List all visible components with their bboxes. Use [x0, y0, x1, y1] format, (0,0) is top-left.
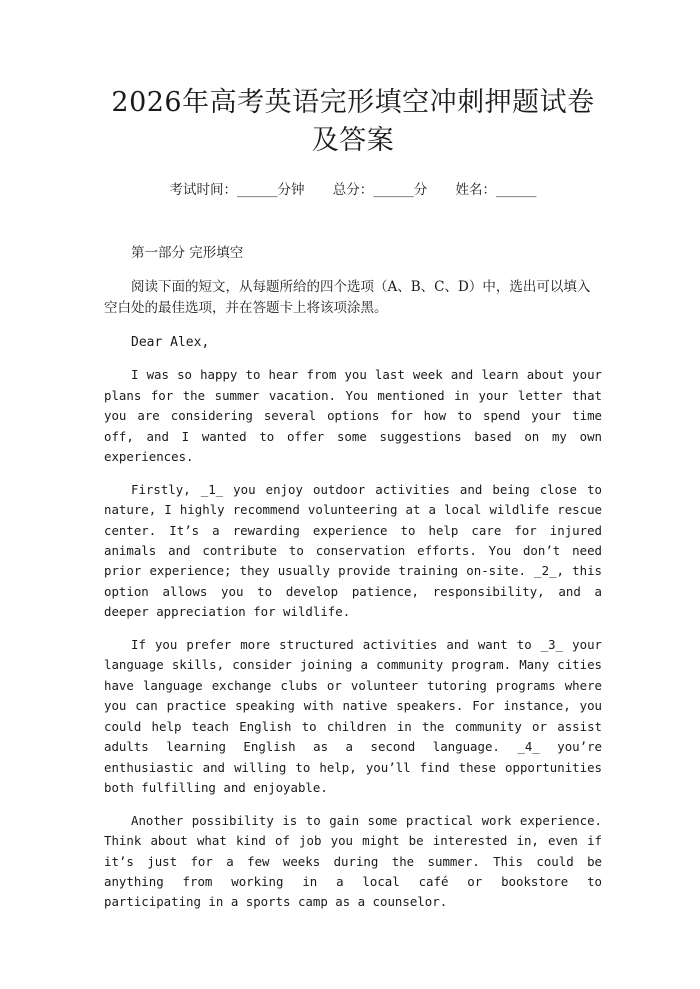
total-score-field: 总分：______分: [332, 182, 428, 198]
exam-page: [0, 84, 700, 989]
letter-paragraph-4: Another possibility is to gain some practical work experience. Think about what kind of job you might be interested in, even if it’s just for a few weeks during the summer. This could be anything from working in a local café or bookstore to participating in a sports camp as a counselor.: [104, 812, 602, 910]
instructions-text: 阅读下面的短文，从每题所给的四个选项（A、B、C、D）中，选出可以填入空白处的最佳选项，并在答题卡上将该项涂黑。: [104, 279, 591, 316]
letter-paragraph-2: Firstly, _1_ you enjoy outdoor activities and being close to nature, I highly recommend volunteering at a local wildlife rescue center. It’s a rewarding experience to help care for injured animals and contribute to conservation efforts. You don’t need prior experience; they usually provide training on-site. _2_, this option allows you to develop patience, responsibility, and a deeper appreciation for wildlife.: [104, 481, 602, 620]
exam-info-line: [104, 180, 602, 200]
student-name-field: 姓名：______: [455, 182, 537, 198]
section-heading: 第一部分 完形填空: [131, 245, 244, 261]
letter-paragraph-3: If you prefer more structured activities and want to _3_ your language skills, consider joining a community program. Many cities have language exchange clubs or volunteer tutoring programs where you can practice speaking with native speakers. For instance, you could help teach English to children in the community or assist adults learning English as a second language. _4_ you’re enthusiastic and willing to help, you’ll find these opportunities both fulfilling and enjoyable.: [104, 637, 602, 795]
letter-salutation: Dear Alex,: [131, 335, 210, 350]
exam-time-field: 考试时间：______分钟: [169, 182, 305, 198]
document-title: 2026年高考英语完形填空冲刺押题试卷及答案: [111, 87, 595, 156]
letter-paragraph-1: I was so happy to hear from you last week and learn about your plans for the summer vacation. You mentioned in your letter that you are considering several options for how to spend your time off, and I wanted to offer some suggestions based on my own experiences.: [104, 367, 602, 465]
